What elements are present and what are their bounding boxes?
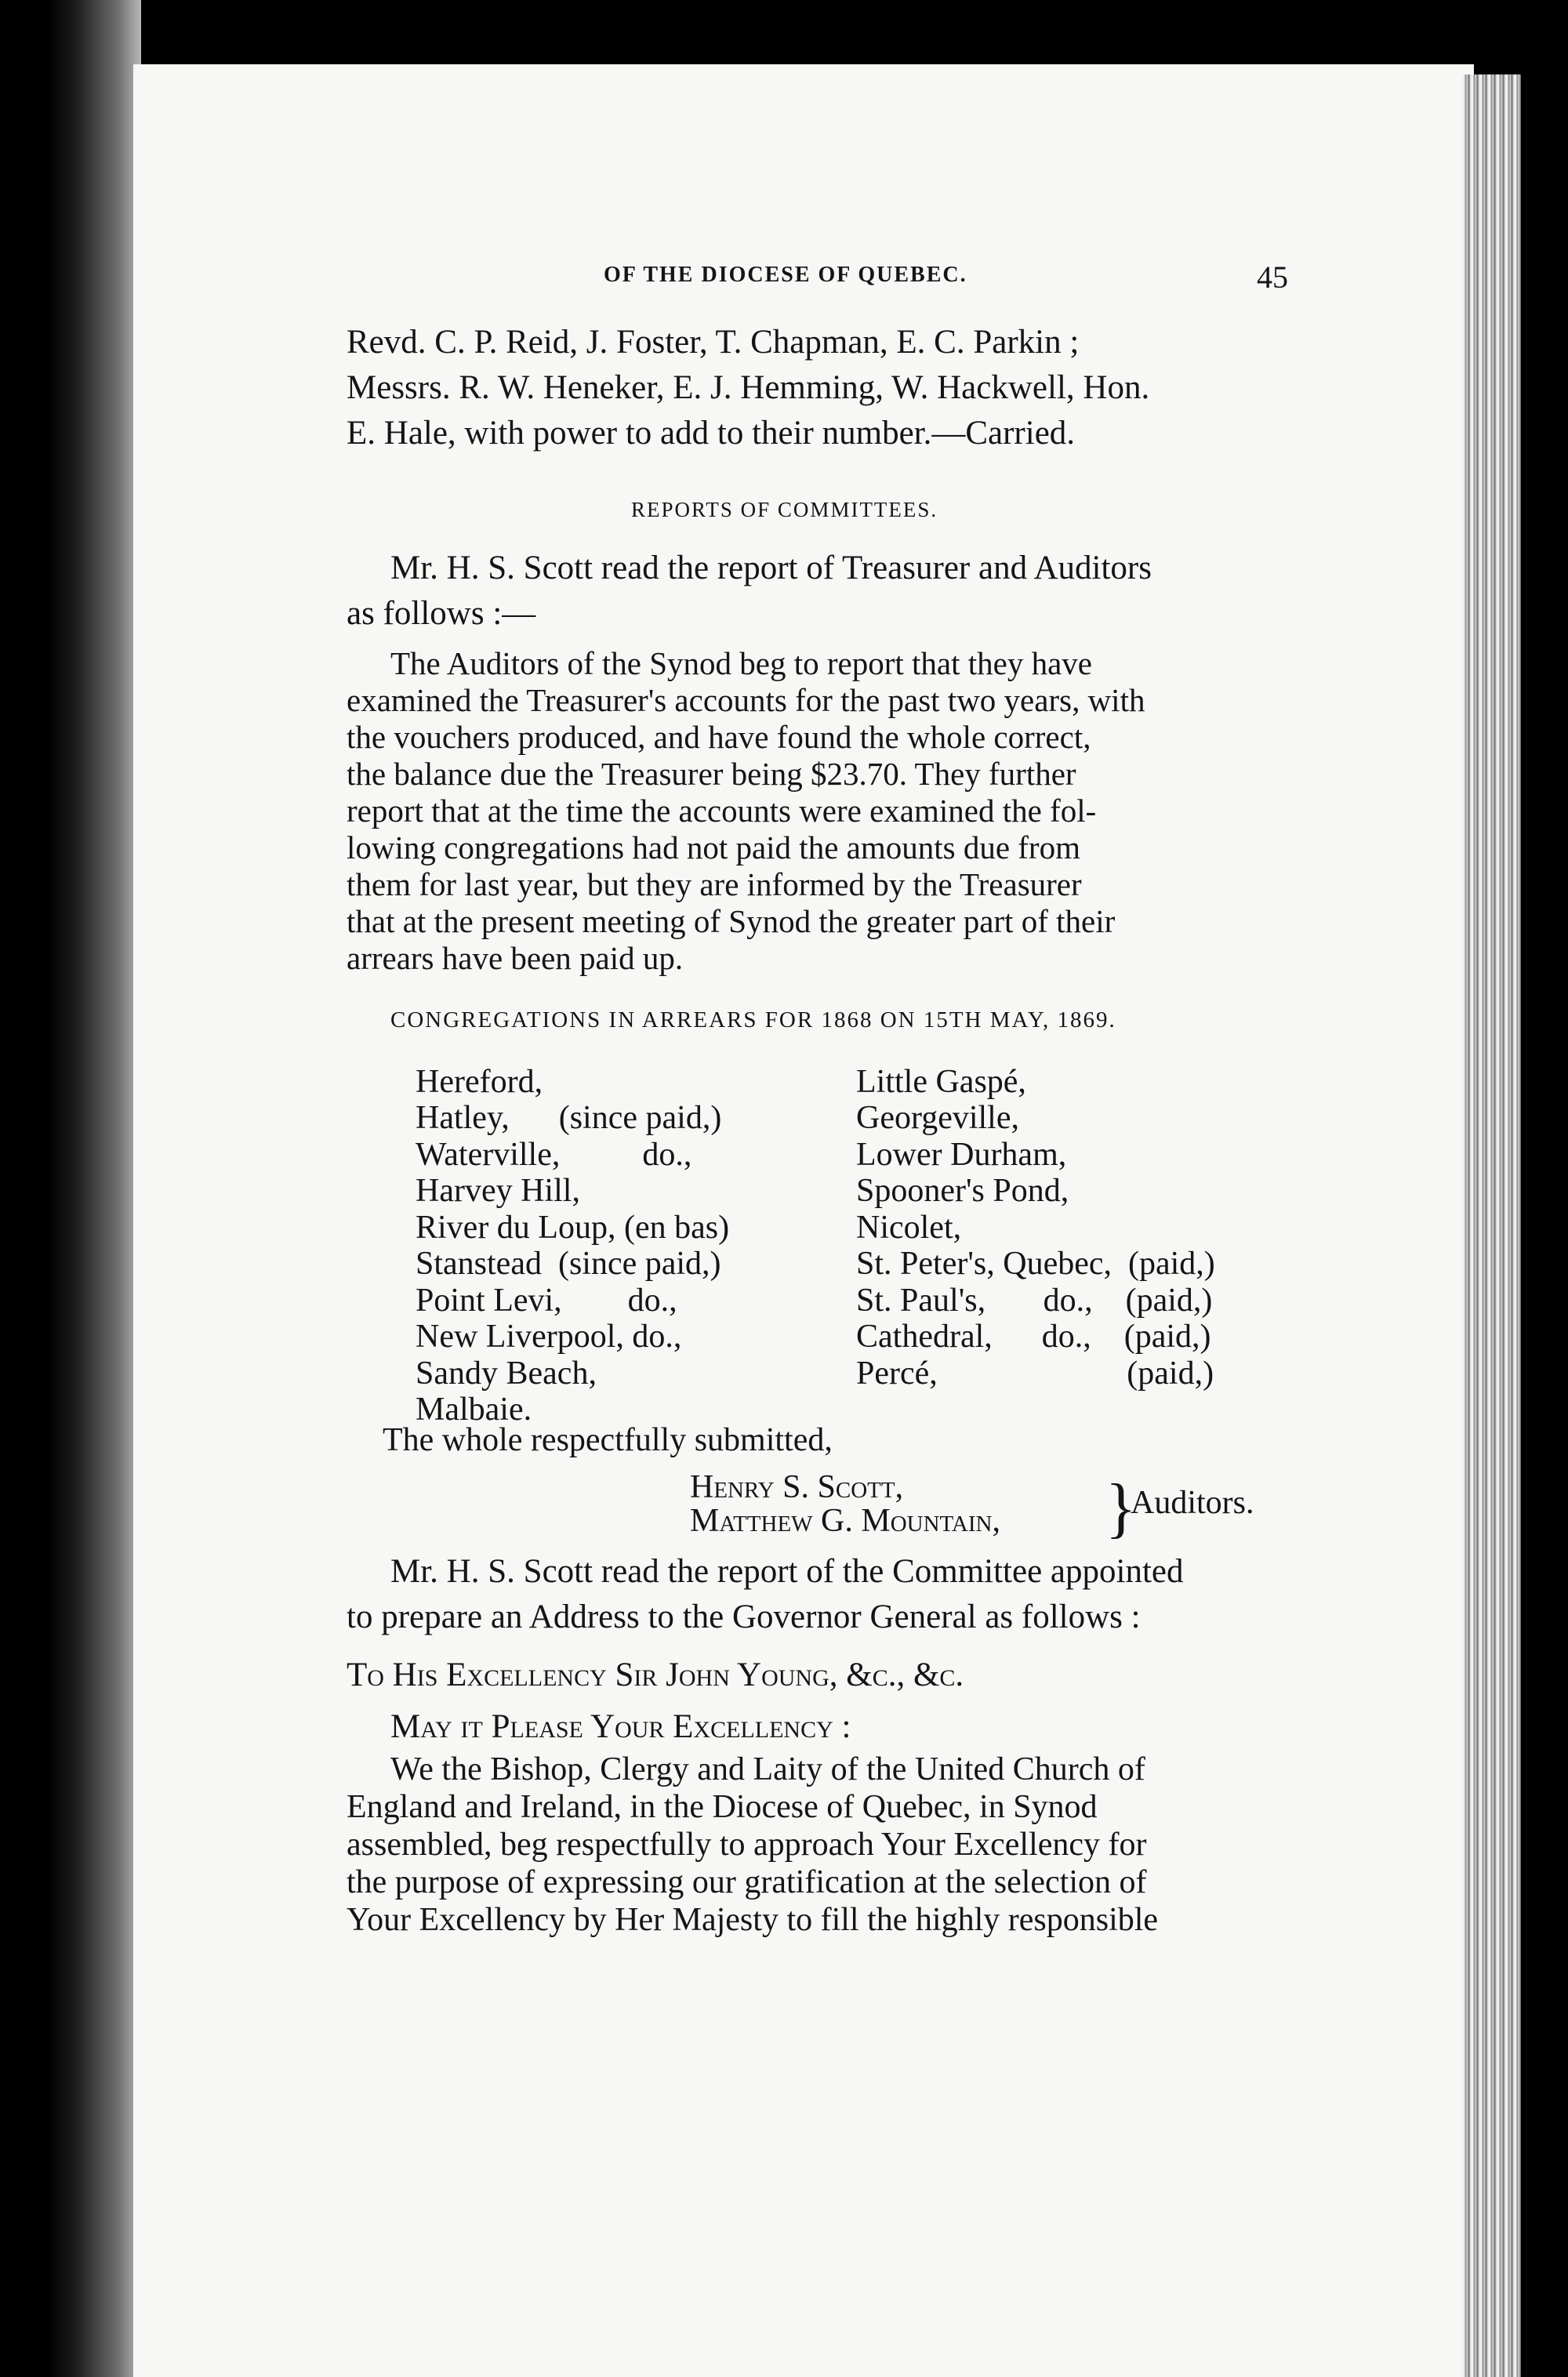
list-item: Stanstead (since paid,) [416, 1246, 721, 1282]
address-body-line: We the Bishop, Clergy and Laity of the United Church of [390, 1751, 1145, 1787]
committee-line: E. Hale, with power to add to their number.—Carried. [347, 415, 1076, 452]
list-item: St. Peter's, Quebec, (paid,) [856, 1246, 1215, 1282]
auditor-report-line: The Auditors of the Synod beg to report that they have [390, 645, 1092, 681]
book-page-edges [1462, 74, 1525, 2377]
list-item: Point Levi, do., [416, 1283, 677, 1319]
signatory-name: Henry S. Scott, [690, 1469, 904, 1505]
list-item: River du Loup, (en bas) [416, 1210, 730, 1246]
page-number: 45 [1257, 259, 1288, 295]
address-body-line: the purpose of expressing our gratification at the selection of [347, 1864, 1147, 1900]
list-item: Percé, (paid,) [856, 1355, 1214, 1392]
signatory-name: Matthew G. Mountain, [690, 1503, 1000, 1539]
reports-heading: REPORTS OF COMMITTEES. [631, 498, 938, 521]
list-item: Nicolet, [856, 1210, 962, 1246]
intro-line: as follows :— [347, 595, 536, 632]
committee-line: Revd. C. P. Reid, J. Foster, T. Chapman, E. C. Parkin ; [347, 324, 1080, 361]
list-item: Georgeville, [856, 1100, 1019, 1136]
auditor-report-line: report that at the time the accounts were examined the fol- [347, 793, 1097, 829]
list-item: Hereford, [416, 1064, 543, 1100]
signature-role: Auditors. [1131, 1485, 1254, 1521]
list-item: Lower Durham, [856, 1137, 1067, 1173]
list-item: Hatley, (since paid,) [416, 1100, 722, 1136]
list-item: St. Paul's, do., (paid,) [856, 1283, 1213, 1319]
address-body-line: England and Ireland, in the Diocese of Quebec, in Synod [347, 1789, 1098, 1825]
scan-border-left [0, 0, 141, 2377]
list-item: Sandy Beach, [416, 1355, 597, 1392]
auditor-report-line: lowing congregations had not paid the amounts due from [347, 829, 1080, 866]
auditor-report-line: the balance due the Treasurer being $23.70. They further [347, 756, 1076, 792]
list-item: Little Gaspé, [856, 1064, 1026, 1100]
list-item: Cathedral, do., (paid,) [856, 1319, 1211, 1355]
intro-line: Mr. H. S. Scott read the report of Treasurer and Auditors [390, 550, 1152, 586]
submitted-line: The whole respectfully submitted, [383, 1422, 833, 1458]
auditor-report-line: the vouchers produced, and have found the whole correct, [347, 719, 1091, 755]
book-page [133, 64, 1474, 2377]
address-body-line: assembled, beg respectfully to approach Your Excellency for [347, 1827, 1147, 1863]
address-salutation: To His Excellency Sir John Young, &c., &c. [347, 1657, 964, 1693]
auditor-report-line: them for last year, but they are informed by the Treasurer [347, 866, 1082, 902]
arrears-heading: CONGREGATIONS IN ARREARS FOR 1868 ON 15TH MAY, 1869. [390, 1007, 1116, 1032]
auditor-report-line: examined the Treasurer's accounts for the past two years, with [347, 682, 1145, 718]
address-intro-line: to prepare an Address to the Governor General as follows : [347, 1599, 1141, 1635]
address-body-line: Your Excellency by Her Majesty to fill the highly responsible [347, 1902, 1159, 1938]
list-item: Harvey Hill, [416, 1173, 580, 1209]
list-item: New Liverpool, do., [416, 1319, 682, 1355]
auditor-report-line: arrears have been paid up. [347, 940, 684, 976]
list-item: Spooner's Pond, [856, 1173, 1069, 1209]
signature-brace: } [1105, 1469, 1137, 1545]
address-intro-line: Mr. H. S. Scott read the report of the Committee appointed [390, 1553, 1184, 1590]
address-greeting: May it Please Your Excellency : [390, 1708, 851, 1745]
committee-line: Messrs. R. W. Heneker, E. J. Hemming, W. Hackwell, Hon. [347, 369, 1150, 406]
scan-border-right [1521, 0, 1568, 2377]
scan-border-top [0, 0, 1568, 67]
list-item: Waterville, do., [416, 1137, 692, 1173]
running-head: OF THE DIOCESE OF QUEBEC. [604, 263, 967, 287]
auditor-report-line: that at the present meeting of Synod the greater part of their [347, 903, 1116, 939]
list-item: Malbaie. [416, 1392, 532, 1428]
